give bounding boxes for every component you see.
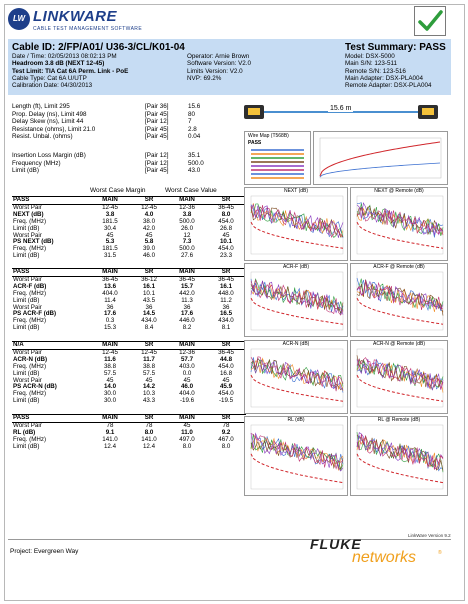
header-remote-adapter: Remote Adapter: DSX-PLA004 xyxy=(345,82,432,90)
pair-trace xyxy=(357,278,443,311)
graph-title: ACR-N @ Remote (dB) xyxy=(372,341,426,347)
table-row: Worst Pair 36-45 36-12 36-45 36-45 xyxy=(13,275,234,283)
limit-row: Length (ft), Limit 295 [Pair 36] 15.6 xyxy=(12,103,201,110)
cable-id: Cable ID: 2/FP/A01/ U36-3/CL/K01-04 xyxy=(12,42,185,53)
rl-remote-graph-panel xyxy=(350,416,448,496)
insertion-loss-panel xyxy=(313,131,448,185)
header-middle-column xyxy=(187,53,251,82)
limit-row: Insertion Loss Margin (dB) [Pair 12] 35.1 xyxy=(12,151,201,159)
graph-title: NEXT (dB) xyxy=(283,188,309,194)
limit-curve xyxy=(251,375,343,401)
graph-title: RL (dB) xyxy=(287,417,305,423)
table-row: Freq. (MHz) 181.5 39.0 500.0 454.0 xyxy=(13,245,234,253)
loss-curve xyxy=(320,163,440,177)
table-row: Worst Pair 12-45 12-45 12-36 36-45 xyxy=(13,203,234,211)
header-software: Software Version: V2.0 xyxy=(187,60,252,68)
table-row: Limit (dB) 11.4 43.5 11.3 11.2 xyxy=(13,296,232,304)
wire-map-panel xyxy=(244,131,311,185)
graph-title: ACR-F @ Remote (dB) xyxy=(373,264,425,270)
table-row: Worst Pair 45 45 12 45 xyxy=(13,231,230,239)
graph-frame xyxy=(251,349,343,407)
header-left-column xyxy=(12,53,128,89)
wire-map-result: PASS xyxy=(248,140,262,146)
pair-trace xyxy=(357,208,443,235)
header-limits-version: Limits Version: V2.0 xyxy=(187,67,243,75)
header-model: Model: DSX-5000 xyxy=(345,53,395,60)
acrf-graph-panel xyxy=(244,263,348,337)
graph-title: ACR-F (dB) xyxy=(282,264,310,270)
table-row: Worst Pair 36 36 36 36 xyxy=(13,303,230,311)
table-row: PS ACR-F (dB) 17.6 14.5 17.6 16.5 xyxy=(13,310,233,318)
pair-trace xyxy=(357,433,443,469)
limit-row-spacer xyxy=(12,141,220,152)
acrn-graph-panel xyxy=(244,340,348,414)
limit-curve xyxy=(320,142,440,176)
fluke-networks-logo xyxy=(310,536,450,576)
table-row: ACR-F (dB) 13.6 16.1 15.7 16.1 xyxy=(13,282,233,290)
header-cable-type: Cable Type: Cat 6A U/UTP xyxy=(12,74,87,82)
wire-map-title: Wire Map (T568B) xyxy=(248,133,289,139)
graph-title: RL @ Remote (dB) xyxy=(377,417,421,423)
header-remote-sn: Remote S/N: 123-516 xyxy=(345,67,406,75)
limit-row: Resistance (ohms), Limit 21.0 [Pair 45] 2.8 xyxy=(12,125,197,133)
registered-mark: ® xyxy=(438,550,442,556)
table-row: Freq. (MHz) 181.5 38.0 500.0 454.0 xyxy=(13,217,234,225)
table-row: Freq. (MHz) 404.0 10.1 442.0 448.0 xyxy=(13,289,234,297)
table-row: Freq. (MHz) 141.0 141.0 497.0 467.0 xyxy=(13,435,234,443)
rl-graph-panel xyxy=(244,416,348,496)
limit-row: Resist. Unbal. (ohms) [Pair 45] 0.04 xyxy=(12,133,201,141)
rl-results-table: PASS MAIN SR MAIN SR Worst Pair 78 78 45 78 RL (dB) 9.1 8.0 11.0 9.2 Freq. (MHz) 141.0 141.0 497.0 467.0 Limit (dB) 12.4 12.4 8.0 8.0 xyxy=(12,414,246,451)
table-row: ACR-N (dB) 11.6 11.7 57.7 44.8 xyxy=(13,355,233,363)
table-row: RL (dB) 9.1 8.0 11.0 9.2 xyxy=(13,428,231,436)
limit-curve xyxy=(357,222,443,248)
header-date: Date / Time: 02/05/2013 08:02:13 PM xyxy=(12,53,117,60)
project-name: Project: Evergreen Way xyxy=(10,548,79,555)
table-row: Limit (dB) 30.0 43.3 -19.6 -19.5 xyxy=(13,397,234,405)
insertion-loss-graph xyxy=(314,132,447,184)
acrn-remote-graph-panel xyxy=(350,340,448,414)
worst-margin-header: Worst Case Margin xyxy=(90,187,146,194)
acrf-graph xyxy=(245,264,347,336)
limit-row: Delay Skew (ns), Limit 44 [Pair 12] 7 xyxy=(12,118,192,126)
acrf-remote-graph-panel xyxy=(350,263,448,337)
next-results-table: PASS MAIN SR MAIN SR Worst Pair 12-45 12-45 12-36 36-45 NEXT (dB) 3.8 4.0 3.8 8.0 Freq. (MHz) 181.5 38.0 500.0 454.0 Limit (dB) 30.4 42.0 26.0 26.8 Worst Pair 45 45 12 45 PS NEXT (dB) 5.3 5.8 7.3 10.1 Freq. (MHz) 181.5 39.0 500.0 454.0 Limit (dB) 31.5 46.0 27.6 23.3 xyxy=(12,196,246,260)
header-headroom: Headroom 3.8 dB (NEXT 12-45) xyxy=(12,60,105,68)
next-graph-panel xyxy=(244,187,348,261)
limit-row: Limit (dB) [Pair 45] 43.0 xyxy=(12,167,201,175)
fluke-brand: FLUKE xyxy=(310,536,362,552)
table-row: PS NEXT (dB) 5.3 5.8 7.3 10.1 xyxy=(13,238,233,246)
next-remote-graph xyxy=(351,188,447,260)
header-calibration: Calibration Date: 04/30/2013 xyxy=(12,82,93,90)
table-row: Worst Pair 12-45 12-45 12-36 36-45 xyxy=(13,348,234,356)
graph-frame xyxy=(320,138,441,178)
next-remote-graph-panel xyxy=(350,187,448,261)
header-main-sn: Main S/N: 123-511 xyxy=(345,60,398,68)
table-row: Freq. (MHz) 38.8 38.8 403.0 454.0 xyxy=(13,362,234,370)
acrf-results-table: PASS MAIN SR MAIN SR Worst Pair 36-45 36-12 36-45 36-45 ACR-F (dB) 13.6 16.1 15.7 16.1 Freq. (MHz) 404.0 10.1 442.0 448.0 Limit (dB) 11.4 43.5 11.3 11.2 Worst Pair 36 36 36 36 PS ACR-F (dB) 17.6 14.5 17.6 16.5 Freq. (MHz) 0.3 434.0 446.0 434.0 Limit (dB) 15.3 8.4 8.2 8.1 xyxy=(12,268,246,332)
worst-value-header: Worst Case Value xyxy=(165,187,217,194)
table-row: Limit (dB) 31.5 46.0 27.6 23.3 xyxy=(13,252,233,260)
brand-name: LINKWARE xyxy=(33,8,117,25)
rl-graph xyxy=(245,417,347,495)
header-operator: Operator: Arnie Brown xyxy=(187,53,250,60)
table-row: Limit (dB) 12.4 12.4 8.0 8.0 xyxy=(13,442,231,450)
table-row: Worst Pair 45 45 45 45 xyxy=(13,376,230,384)
table-row: PS ACR-N (dB) 14.0 14.2 46.0 45.9 xyxy=(13,383,233,391)
header-right-column xyxy=(345,53,431,89)
table-row: Worst Pair 78 78 45 78 xyxy=(13,421,230,429)
pass-checkmark-icon xyxy=(414,6,446,36)
software-version-footer: LinkWare Version 9.2 xyxy=(408,533,451,538)
table-row: Limit (dB) 57.5 57.5 0.0 16.8 xyxy=(13,369,233,377)
fluke-brand-sub: networks xyxy=(352,549,417,566)
graph-frame xyxy=(357,196,443,254)
cable-length-label: 15.6 m xyxy=(330,105,352,112)
header-nvp: NVP: 69.2% xyxy=(187,74,222,82)
limit-row: Frequency (MHz) [Pair 12] 500.0 xyxy=(12,159,204,167)
table-row: Freq. (MHz) 0.3 434.0 446.0 434.0 xyxy=(13,317,234,325)
table-row: Limit (dB) 15.3 8.4 8.2 8.1 xyxy=(13,324,231,332)
table-row: Freq. (MHz) 30.0 10.3 404.0 454.0 xyxy=(13,390,234,398)
graph-frame xyxy=(357,349,443,407)
acrn-graph xyxy=(245,341,347,413)
acrn-results-table: N/A MAIN SR MAIN SR Worst Pair 12-45 12-45 12-36 36-45 ACR-N (dB) 11.6 11.7 57.7 44.8 Freq. (MHz) 38.8 38.8 403.0 454.0 Limit (dB) 57.5 57.5 0.0 16.8 Worst Pair 45 45 45 45 PS ACR-N (dB) 14.0 14.2 46.0 45.9 Freq. (MHz) 30.0 10.3 404.0 454.0 Limit (dB) 30.0 43.3 -19.6 -19.5 xyxy=(12,341,246,405)
table-row: Limit (dB) 30.4 42.0 26.0 26.8 xyxy=(13,224,233,232)
wire-map-lines xyxy=(245,132,310,184)
table-row: NEXT (dB) 3.8 4.0 3.8 8.0 xyxy=(13,210,231,218)
test-summary: Test Summary: PASS xyxy=(345,42,446,53)
limits-block xyxy=(12,103,220,175)
header-test-limit: Test Limit: TIA Cat 6A Perm. Link - PoE xyxy=(12,67,129,75)
acrn-remote-graph xyxy=(351,341,447,413)
next-graph xyxy=(245,188,347,260)
logo-mark-icon: LW xyxy=(8,8,30,30)
graph-title: NEXT @ Remote (dB) xyxy=(374,188,424,194)
acrf-remote-graph xyxy=(351,264,447,336)
graph-title: ACR-N (dB) xyxy=(282,341,310,347)
brand-subtitle: CABLE TEST MANAGEMENT SOFTWARE xyxy=(33,26,143,32)
header-main-adapter: Main Adapter: DSX-PLA004 xyxy=(345,74,424,82)
limit-row: Prop. Delay (ns), Limit 498 [Pair 45] 80 xyxy=(12,110,196,118)
linkware-logo xyxy=(8,6,208,42)
rl-remote-graph xyxy=(351,417,447,495)
